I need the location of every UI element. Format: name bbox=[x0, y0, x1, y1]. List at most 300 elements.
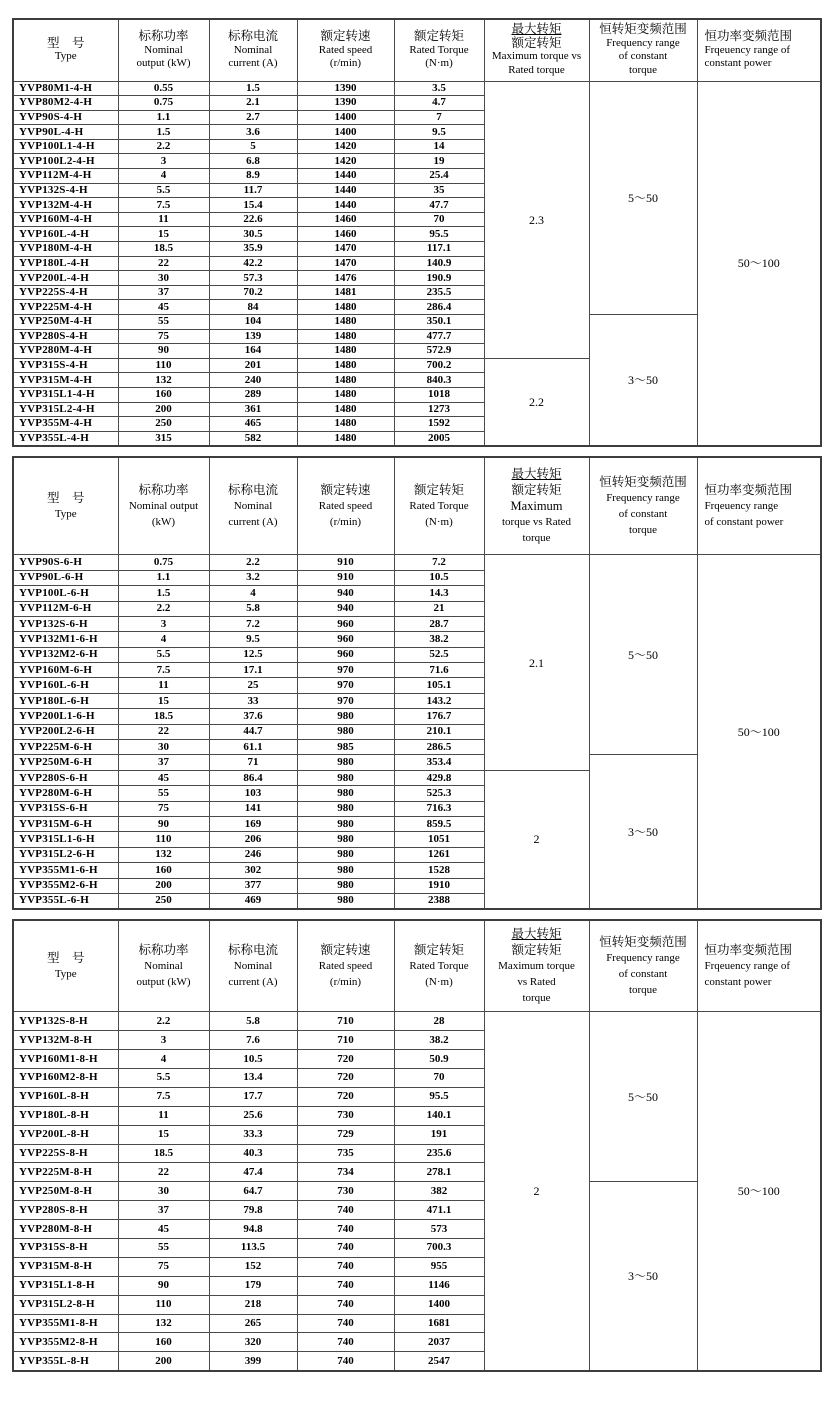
header-line: 额定转矩 bbox=[413, 29, 464, 43]
power-cell: 30 bbox=[118, 1182, 209, 1201]
torque-cell: 1273 bbox=[394, 402, 484, 417]
torque-cell: 955 bbox=[394, 1257, 484, 1276]
torque-cell: 525.3 bbox=[394, 786, 484, 801]
header-line: Rated speed bbox=[318, 43, 373, 56]
power-cell: 110 bbox=[118, 832, 209, 847]
header-line: 恒功率变频范围 bbox=[704, 943, 793, 958]
power-cell: 11 bbox=[118, 678, 209, 693]
current-cell: 64.7 bbox=[209, 1182, 297, 1201]
model-cell: YVP180L-6-H bbox=[13, 693, 118, 708]
const_torque-merged-cell: 3～50 bbox=[589, 315, 697, 446]
speed-cell: 910 bbox=[297, 570, 394, 585]
model-cell: YVP180L-4-H bbox=[13, 256, 118, 271]
header-row bbox=[13, 457, 821, 555]
torque-cell: 191 bbox=[394, 1125, 484, 1144]
power-cell: 110 bbox=[118, 358, 209, 373]
current-cell: 84 bbox=[209, 300, 297, 315]
model-cell: YVP315L1-6-H bbox=[13, 832, 118, 847]
speed-cell: 1480 bbox=[297, 402, 394, 417]
torque-cell: 1681 bbox=[394, 1314, 484, 1333]
power-cell: 55 bbox=[118, 1239, 209, 1258]
torque-cell: 25.4 bbox=[394, 169, 484, 184]
torque-cell: 9.5 bbox=[394, 125, 484, 140]
model-cell: YVP280S-6-H bbox=[13, 770, 118, 785]
speed-cell: 740 bbox=[297, 1314, 394, 1333]
torque-cell: 1592 bbox=[394, 417, 484, 432]
const_torque-merged-cell: 5～50 bbox=[589, 1012, 697, 1182]
torque-cell: 19 bbox=[394, 154, 484, 169]
power-cell: 5.5 bbox=[118, 1069, 209, 1088]
speed-cell: 960 bbox=[297, 632, 394, 647]
model-cell: YVP355L-8-H bbox=[13, 1352, 118, 1371]
column-header-ratio bbox=[484, 920, 589, 1012]
torque-cell: 1051 bbox=[394, 832, 484, 847]
header-line: 标称功率 bbox=[138, 943, 189, 958]
torque-cell: 278.1 bbox=[394, 1163, 484, 1182]
power-cell: 5.5 bbox=[118, 183, 209, 198]
power-cell: 75 bbox=[118, 1257, 209, 1276]
power-cell: 18.5 bbox=[118, 242, 209, 257]
header-line: torque vs Rated bbox=[501, 516, 572, 529]
speed-cell: 729 bbox=[297, 1125, 394, 1144]
header-line: (N·m) bbox=[425, 516, 453, 529]
spec-table-4pole-wrap bbox=[12, 18, 820, 447]
model-cell: YVP100L-6-H bbox=[13, 586, 118, 601]
power-cell: 7.5 bbox=[118, 1087, 209, 1106]
speed-cell: 1480 bbox=[297, 431, 394, 446]
power-cell: 90 bbox=[118, 1276, 209, 1295]
column-header-speed bbox=[297, 920, 394, 1012]
model-cell: YVP315M-8-H bbox=[13, 1257, 118, 1276]
table-row bbox=[13, 81, 821, 96]
torque-cell: 2005 bbox=[394, 431, 484, 446]
power-cell: 90 bbox=[118, 344, 209, 359]
header-line: of constant bbox=[618, 968, 668, 981]
column-header-ratio bbox=[484, 19, 589, 81]
torque-cell: 700.3 bbox=[394, 1239, 484, 1258]
header-line: 恒转矩变频范围 bbox=[599, 22, 687, 37]
column-header-model bbox=[13, 19, 118, 81]
header-line: Rated speed bbox=[318, 500, 373, 513]
power-cell: 1.5 bbox=[118, 125, 209, 140]
model-cell: YVP355M1-6-H bbox=[13, 863, 118, 878]
torque-cell: 350.1 bbox=[394, 315, 484, 330]
torque-cell: 4.7 bbox=[394, 96, 484, 111]
model-cell: YVP112M-4-H bbox=[13, 169, 118, 184]
spec-table-4pole bbox=[12, 18, 822, 447]
column-header-current bbox=[209, 920, 297, 1012]
column-header-current bbox=[209, 19, 297, 81]
header-line: output (kW) bbox=[136, 976, 191, 989]
header-line: Nominal bbox=[233, 960, 273, 973]
speed-cell: 980 bbox=[297, 893, 394, 908]
power-cell: 132 bbox=[118, 847, 209, 862]
model-cell: YVP315L2-6-H bbox=[13, 847, 118, 862]
model-cell: YVP355M-4-H bbox=[13, 417, 118, 432]
current-cell: 113.5 bbox=[209, 1239, 297, 1258]
power-cell: 4 bbox=[118, 1050, 209, 1069]
speed-cell: 1400 bbox=[297, 110, 394, 125]
model-cell: YVP132M1-6-H bbox=[13, 632, 118, 647]
model-cell: YVP160L-6-H bbox=[13, 678, 118, 693]
power-cell: 37 bbox=[118, 755, 209, 770]
speed-cell: 720 bbox=[297, 1087, 394, 1106]
model-cell: YVP90L-6-H bbox=[13, 570, 118, 585]
speed-cell: 1480 bbox=[297, 387, 394, 402]
current-cell: 5.8 bbox=[209, 1012, 297, 1031]
power-cell: 11 bbox=[118, 212, 209, 227]
torque-cell: 477.7 bbox=[394, 329, 484, 344]
speed-cell: 720 bbox=[297, 1050, 394, 1069]
speed-cell: 1440 bbox=[297, 183, 394, 198]
header-line: (kW) bbox=[151, 516, 176, 529]
header-line: Rated Torque bbox=[409, 43, 469, 56]
power-cell: 75 bbox=[118, 801, 209, 816]
speed-cell: 730 bbox=[297, 1106, 394, 1125]
current-cell: 302 bbox=[209, 863, 297, 878]
speed-cell: 1480 bbox=[297, 315, 394, 330]
speed-cell: 1481 bbox=[297, 285, 394, 300]
spec-table-6pole-wrap bbox=[12, 456, 820, 910]
power-cell: 1.1 bbox=[118, 570, 209, 585]
header-line: 最大转矩 bbox=[511, 927, 562, 942]
torque-cell: 70 bbox=[394, 1069, 484, 1088]
model-cell: YVP315L2-8-H bbox=[13, 1295, 118, 1314]
column-header-model bbox=[13, 920, 118, 1012]
torque-cell: 235.5 bbox=[394, 285, 484, 300]
torque-cell: 2547 bbox=[394, 1352, 484, 1371]
speed-cell: 1480 bbox=[297, 329, 394, 344]
current-cell: 71 bbox=[209, 755, 297, 770]
power-cell: 2.2 bbox=[118, 139, 209, 154]
speed-cell: 1470 bbox=[297, 256, 394, 271]
power-cell: 15 bbox=[118, 693, 209, 708]
column-header-const_power bbox=[697, 19, 821, 81]
model-cell: YVP160M-4-H bbox=[13, 212, 118, 227]
model-cell: YVP315M-6-H bbox=[13, 816, 118, 831]
spec-table-6pole bbox=[12, 456, 822, 910]
speed-cell: 960 bbox=[297, 647, 394, 662]
column-header-const_torque bbox=[589, 19, 697, 81]
torque-cell: 286.5 bbox=[394, 740, 484, 755]
header-line: (r/min) bbox=[329, 57, 362, 69]
current-cell: 57.3 bbox=[209, 271, 297, 286]
table-row bbox=[13, 555, 821, 570]
header-line: 标称功率 bbox=[138, 29, 189, 43]
speed-cell: 940 bbox=[297, 586, 394, 601]
header-line: Nominal bbox=[144, 43, 183, 56]
power-cell: 3 bbox=[118, 1031, 209, 1050]
current-cell: 218 bbox=[209, 1295, 297, 1314]
torque-cell: 71.6 bbox=[394, 663, 484, 678]
current-cell: 70.2 bbox=[209, 285, 297, 300]
current-cell: 4 bbox=[209, 586, 297, 601]
current-cell: 40.3 bbox=[209, 1144, 297, 1163]
torque-cell: 3.5 bbox=[394, 81, 484, 96]
torque-cell: 50.9 bbox=[394, 1050, 484, 1069]
header-line: 额定转速 bbox=[320, 483, 371, 498]
power-cell: 1.5 bbox=[118, 586, 209, 601]
model-cell: YVP280M-8-H bbox=[13, 1220, 118, 1239]
power-cell: 132 bbox=[118, 1314, 209, 1333]
model-cell: YVP250M-6-H bbox=[13, 755, 118, 770]
torque-cell: 1400 bbox=[394, 1295, 484, 1314]
power-cell: 18.5 bbox=[118, 709, 209, 724]
model-cell: YVP225M-8-H bbox=[13, 1163, 118, 1182]
header-line: 标称电流 bbox=[227, 483, 278, 498]
model-cell: YVP280M-4-H bbox=[13, 344, 118, 359]
header-line: Rated speed bbox=[318, 960, 373, 973]
current-cell: 94.8 bbox=[209, 1220, 297, 1239]
header-line: Frequency range bbox=[606, 36, 680, 49]
power-cell: 0.55 bbox=[118, 81, 209, 96]
power-cell: 22 bbox=[118, 1163, 209, 1182]
power-cell: 200 bbox=[118, 878, 209, 893]
torque-cell: 382 bbox=[394, 1182, 484, 1201]
torque-cell: 70 bbox=[394, 212, 484, 227]
header-line: 恒转矩变频范围 bbox=[599, 475, 687, 490]
torque-cell: 105.1 bbox=[394, 678, 484, 693]
power-cell: 15 bbox=[118, 227, 209, 242]
torque-cell: 840.3 bbox=[394, 373, 484, 388]
speed-cell: 740 bbox=[297, 1257, 394, 1276]
speed-cell: 980 bbox=[297, 878, 394, 893]
speed-cell: 740 bbox=[297, 1333, 394, 1352]
header-line: torque bbox=[522, 532, 551, 545]
header-line: Frqeuency range of bbox=[704, 43, 791, 56]
speed-cell: 970 bbox=[297, 693, 394, 708]
power-cell: 90 bbox=[118, 816, 209, 831]
column-header-power bbox=[118, 920, 209, 1012]
ratio-merged-cell: 2.1 bbox=[484, 555, 589, 770]
ratio-merged-cell: 2.2 bbox=[484, 358, 589, 446]
model-cell: YVP315S-6-H bbox=[13, 801, 118, 816]
speed-cell: 1420 bbox=[297, 154, 394, 169]
speed-cell: 980 bbox=[297, 755, 394, 770]
model-cell: YVP132M-8-H bbox=[13, 1031, 118, 1050]
torque-cell: 286.4 bbox=[394, 300, 484, 315]
power-cell: 160 bbox=[118, 1333, 209, 1352]
torque-cell: 35 bbox=[394, 183, 484, 198]
header-line: output (kW) bbox=[136, 57, 191, 69]
header-line: 恒转矩变频范围 bbox=[599, 935, 687, 950]
speed-cell: 985 bbox=[297, 740, 394, 755]
header-line: constant power bbox=[704, 976, 772, 989]
power-cell: 45 bbox=[118, 770, 209, 785]
current-cell: 11.7 bbox=[209, 183, 297, 198]
const_power-merged-cell: 50～100 bbox=[697, 1012, 821, 1371]
torque-cell: 21 bbox=[394, 601, 484, 616]
header-line: 额定转矩 bbox=[511, 943, 562, 958]
speed-cell: 980 bbox=[297, 709, 394, 724]
header-line: Nominal bbox=[144, 960, 183, 973]
model-cell: YVP315S-4-H bbox=[13, 358, 118, 373]
spec-table-8pole-wrap bbox=[12, 919, 820, 1372]
current-cell: 240 bbox=[209, 373, 297, 388]
ratio-merged-cell: 2 bbox=[484, 770, 589, 909]
speed-cell: 980 bbox=[297, 770, 394, 785]
model-cell: YVP315L1-8-H bbox=[13, 1276, 118, 1295]
current-cell: 7.6 bbox=[209, 1031, 297, 1050]
torque-cell: 429.8 bbox=[394, 770, 484, 785]
speed-cell: 730 bbox=[297, 1182, 394, 1201]
speed-cell: 1480 bbox=[297, 373, 394, 388]
header-line: torque bbox=[628, 524, 658, 537]
model-cell: YVP250M-4-H bbox=[13, 315, 118, 330]
const_torque-merged-cell: 5～50 bbox=[589, 81, 697, 315]
current-cell: 33 bbox=[209, 693, 297, 708]
header-line: of constant power bbox=[704, 516, 784, 529]
current-cell: 37.6 bbox=[209, 709, 297, 724]
const_power-merged-cell: 50～100 bbox=[697, 555, 821, 909]
current-cell: 3.2 bbox=[209, 570, 297, 585]
current-cell: 164 bbox=[209, 344, 297, 359]
current-cell: 25.6 bbox=[209, 1106, 297, 1125]
column-header-torque bbox=[394, 19, 484, 81]
speed-cell: 980 bbox=[297, 801, 394, 816]
header-line: Rated Torque bbox=[409, 960, 469, 973]
column-header-const_torque bbox=[589, 457, 697, 555]
current-cell: 7.2 bbox=[209, 616, 297, 631]
current-cell: 152 bbox=[209, 1257, 297, 1276]
current-cell: 169 bbox=[209, 816, 297, 831]
header-line: Frqeuency range bbox=[704, 500, 779, 513]
power-cell: 200 bbox=[118, 1352, 209, 1371]
column-header-power bbox=[118, 457, 209, 555]
torque-cell: 117.1 bbox=[394, 242, 484, 257]
column-header-model bbox=[13, 457, 118, 555]
power-cell: 18.5 bbox=[118, 1144, 209, 1163]
torque-cell: 573 bbox=[394, 1220, 484, 1239]
speed-cell: 740 bbox=[297, 1201, 394, 1220]
torque-cell: 353.4 bbox=[394, 755, 484, 770]
torque-cell: 1528 bbox=[394, 863, 484, 878]
model-cell: YVP355L-4-H bbox=[13, 431, 118, 446]
torque-cell: 38.2 bbox=[394, 1031, 484, 1050]
model-cell: YVP160L-4-H bbox=[13, 227, 118, 242]
current-cell: 104 bbox=[209, 315, 297, 330]
model-cell: YVP132S-6-H bbox=[13, 616, 118, 631]
model-cell: YVP280M-6-H bbox=[13, 786, 118, 801]
speed-cell: 940 bbox=[297, 601, 394, 616]
speed-cell: 710 bbox=[297, 1031, 394, 1050]
current-cell: 1.5 bbox=[209, 81, 297, 96]
speed-cell: 1470 bbox=[297, 242, 394, 257]
header-line: 恒功率变频范围 bbox=[704, 29, 793, 43]
model-cell: YVP355M2-6-H bbox=[13, 878, 118, 893]
speed-cell: 980 bbox=[297, 863, 394, 878]
header-line: 标称功率 bbox=[138, 483, 189, 498]
model-cell: YVP100L1-4-H bbox=[13, 139, 118, 154]
ratio-merged-cell: 2 bbox=[484, 1012, 589, 1371]
current-cell: 17.1 bbox=[209, 663, 297, 678]
speed-cell: 735 bbox=[297, 1144, 394, 1163]
model-cell: YVP200L1-6-H bbox=[13, 709, 118, 724]
current-cell: 246 bbox=[209, 847, 297, 862]
current-cell: 320 bbox=[209, 1333, 297, 1352]
power-cell: 4 bbox=[118, 632, 209, 647]
current-cell: 35.9 bbox=[209, 242, 297, 257]
header-line: 额定转速 bbox=[320, 943, 371, 958]
power-cell: 30 bbox=[118, 271, 209, 286]
current-cell: 377 bbox=[209, 878, 297, 893]
column-header-power bbox=[118, 19, 209, 81]
torque-cell: 10.5 bbox=[394, 570, 484, 585]
torque-cell: 47.7 bbox=[394, 198, 484, 213]
power-cell: 0.75 bbox=[118, 555, 209, 570]
speed-cell: 1480 bbox=[297, 358, 394, 373]
model-cell: YVP80M1-4-H bbox=[13, 81, 118, 96]
power-cell: 315 bbox=[118, 431, 209, 446]
power-cell: 15 bbox=[118, 1125, 209, 1144]
model-cell: YVP200L-4-H bbox=[13, 271, 118, 286]
current-cell: 206 bbox=[209, 832, 297, 847]
current-cell: 2.1 bbox=[209, 96, 297, 111]
torque-cell: 572.9 bbox=[394, 344, 484, 359]
current-cell: 103 bbox=[209, 786, 297, 801]
model-cell: YVP200L-8-H bbox=[13, 1125, 118, 1144]
power-cell: 55 bbox=[118, 786, 209, 801]
header-line: (r/min) bbox=[329, 976, 362, 989]
model-cell: YVP225M-6-H bbox=[13, 740, 118, 755]
power-cell: 3 bbox=[118, 154, 209, 169]
power-cell: 45 bbox=[118, 1220, 209, 1239]
current-cell: 22.6 bbox=[209, 212, 297, 227]
power-cell: 22 bbox=[118, 724, 209, 739]
model-cell: YVP160L-8-H bbox=[13, 1087, 118, 1106]
speed-cell: 980 bbox=[297, 832, 394, 847]
power-cell: 160 bbox=[118, 863, 209, 878]
torque-cell: 28.7 bbox=[394, 616, 484, 631]
header-line: 型 号 bbox=[46, 35, 85, 50]
header-line: Nominal output bbox=[128, 500, 199, 513]
speed-cell: 720 bbox=[297, 1069, 394, 1088]
power-cell: 5.5 bbox=[118, 647, 209, 662]
torque-cell: 7.2 bbox=[394, 555, 484, 570]
torque-cell: 14 bbox=[394, 139, 484, 154]
current-cell: 79.8 bbox=[209, 1201, 297, 1220]
speed-cell: 960 bbox=[297, 616, 394, 631]
header-line: 标称电流 bbox=[227, 29, 278, 43]
torque-cell: 859.5 bbox=[394, 816, 484, 831]
speed-cell: 740 bbox=[297, 1352, 394, 1371]
header-line: (N·m) bbox=[425, 976, 453, 989]
column-header-speed bbox=[297, 457, 394, 555]
speed-cell: 1390 bbox=[297, 96, 394, 111]
power-cell: 160 bbox=[118, 387, 209, 402]
speed-cell: 710 bbox=[297, 1012, 394, 1031]
power-cell: 45 bbox=[118, 300, 209, 315]
model-cell: YVP160M1-8-H bbox=[13, 1050, 118, 1069]
ratio-merged-cell: 2.3 bbox=[484, 81, 589, 358]
power-cell: 2.2 bbox=[118, 1012, 209, 1031]
header-line: torque bbox=[522, 992, 551, 1005]
speed-cell: 1476 bbox=[297, 271, 394, 286]
header-line: current (A) bbox=[228, 516, 278, 529]
torque-cell: 190.9 bbox=[394, 271, 484, 286]
column-header-const_torque bbox=[589, 920, 697, 1012]
torque-cell: 176.7 bbox=[394, 709, 484, 724]
current-cell: 289 bbox=[209, 387, 297, 402]
current-cell: 25 bbox=[209, 678, 297, 693]
torque-cell: 235.6 bbox=[394, 1144, 484, 1163]
current-cell: 86.4 bbox=[209, 770, 297, 785]
column-header-const_power bbox=[697, 920, 821, 1012]
model-cell: YVP225S-4-H bbox=[13, 285, 118, 300]
header-line: (r/min) bbox=[329, 516, 362, 529]
speed-cell: 1400 bbox=[297, 125, 394, 140]
power-cell: 55 bbox=[118, 315, 209, 330]
